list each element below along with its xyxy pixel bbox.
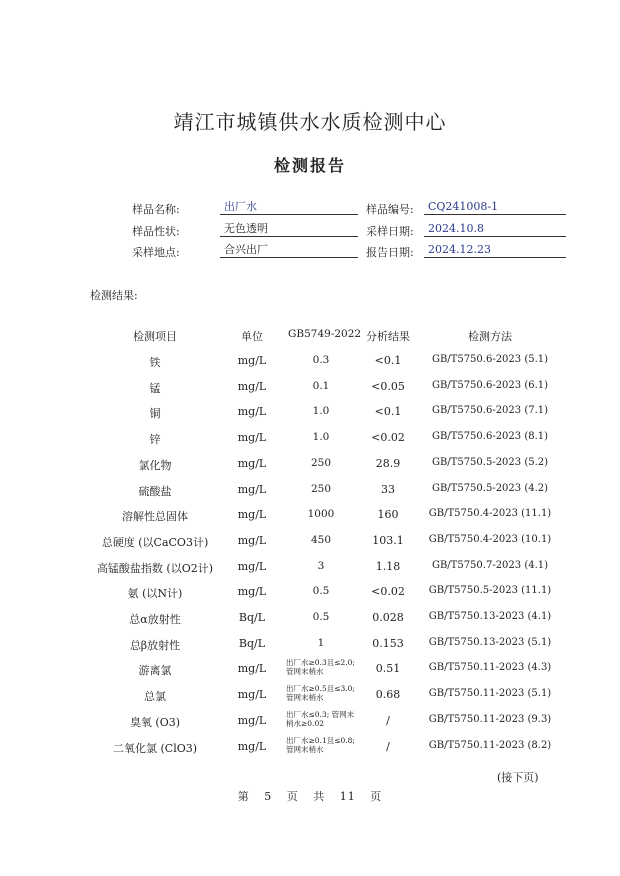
row-unit: mg/L bbox=[237, 662, 267, 675]
row-item: 臭氧 (O3) bbox=[129, 716, 181, 729]
row-item: 高锰酸盐指数 (以O2计) bbox=[96, 562, 214, 575]
sampling-location-value: 合兴出厂 bbox=[220, 243, 358, 258]
row-item: 铁 bbox=[149, 356, 161, 369]
row-item: 游离氯 bbox=[138, 664, 172, 677]
row-result: 160 bbox=[377, 508, 399, 521]
row-item: 铜 bbox=[149, 407, 161, 420]
organization-title: 靖江市城镇供水水质检测中心 bbox=[173, 110, 447, 134]
row-method: GB/T5750.4-2023 (11.1) bbox=[428, 508, 552, 519]
row-method: GB/T5750.13-2023 (4.1) bbox=[428, 611, 552, 622]
row-standard: 1.0 bbox=[312, 431, 330, 443]
total-number: 11 bbox=[339, 790, 356, 803]
header-standard: GB5749-2022 bbox=[288, 328, 362, 340]
row-result: 0.028 bbox=[372, 611, 404, 624]
row-standard: 1.0 bbox=[312, 405, 330, 417]
row-standard: 0.1 bbox=[312, 380, 330, 392]
row-method: GB/T5750.6-2023 (7.1) bbox=[431, 405, 549, 416]
row-method: GB/T5750.11-2023 (9.3) bbox=[428, 714, 552, 725]
row-standard: 250 bbox=[310, 457, 332, 469]
report-date-value: 2024.12.23 bbox=[424, 243, 566, 258]
row-standard: 出厂水≥0.1且≤0.8; 管网末梢水 bbox=[286, 736, 355, 754]
row-method: GB/T5750.11-2023 (8.2) bbox=[428, 740, 552, 751]
row-result: 103.1 bbox=[372, 534, 404, 547]
row-unit: mg/L bbox=[237, 740, 267, 753]
row-standard: 250 bbox=[310, 483, 332, 495]
sampling-date-value: 2024.10.8 bbox=[424, 222, 566, 237]
row-item: 锰 bbox=[149, 382, 161, 395]
row-method: GB/T5750.6-2023 (8.1) bbox=[431, 431, 549, 442]
row-method: GB/T5750.4-2023 (10.1) bbox=[428, 534, 552, 545]
row-item: 总硬度 (以CaCO3计) bbox=[101, 536, 209, 549]
row-standard: 0.5 bbox=[312, 585, 330, 597]
row-item: 锌 bbox=[149, 433, 161, 446]
row-unit: mg/L bbox=[237, 457, 267, 470]
row-unit: mg/L bbox=[237, 560, 267, 573]
sample-code-value: CQ241008-1 bbox=[424, 200, 566, 215]
row-unit: Bq/L bbox=[238, 611, 266, 624]
row-item: 二氧化氯 (ClO3) bbox=[112, 742, 198, 755]
sampling-location-label: 采样地点: bbox=[132, 246, 180, 259]
sample-name-value: 出厂水 bbox=[220, 200, 358, 215]
row-result: 0.153 bbox=[372, 637, 404, 650]
row-standard: 1 bbox=[317, 637, 325, 649]
sampling-date-label: 采样日期: bbox=[366, 225, 414, 238]
page-number: 5 bbox=[264, 790, 273, 803]
row-result: <0.02 bbox=[371, 585, 405, 598]
row-unit: mg/L bbox=[237, 585, 267, 598]
sample-property-value: 无色透明 bbox=[220, 222, 358, 237]
report-date-label: 报告日期: bbox=[366, 246, 414, 259]
sample-property-label: 样品性状: bbox=[132, 225, 180, 238]
page-word: 第 bbox=[237, 790, 250, 803]
row-unit: mg/L bbox=[237, 508, 267, 521]
row-result: 28.9 bbox=[375, 457, 401, 470]
row-standard: 出厂水≤0.3; 管网末梢水≥0.02 bbox=[286, 710, 355, 728]
row-result: / bbox=[386, 714, 390, 727]
row-method: GB/T5750.5-2023 (5.2) bbox=[431, 457, 549, 468]
header-method: 检测方法 bbox=[468, 330, 512, 343]
row-unit: mg/L bbox=[237, 431, 267, 444]
row-item: 总α放射性 bbox=[129, 613, 181, 626]
row-method: GB/T5750.11-2023 (5.1) bbox=[428, 688, 552, 699]
total-word: 共 bbox=[313, 790, 326, 803]
page-footer bbox=[0, 788, 620, 804]
row-item: 氯化物 bbox=[138, 459, 172, 472]
row-method: GB/T5750.7-2023 (4.1) bbox=[431, 560, 549, 571]
row-result: <0.1 bbox=[374, 354, 402, 367]
row-unit: mg/L bbox=[237, 714, 267, 727]
results-intro: 检测结果: bbox=[90, 289, 138, 302]
row-result: 33 bbox=[381, 483, 395, 496]
total-unit: 页 bbox=[370, 790, 383, 803]
row-result: <0.1 bbox=[374, 405, 402, 418]
row-unit: mg/L bbox=[237, 354, 267, 367]
header-item: 检测项目 bbox=[133, 330, 177, 343]
row-result: 0.68 bbox=[375, 688, 401, 701]
sample-name-label: 样品名称: bbox=[132, 203, 180, 216]
row-standard: 0.5 bbox=[312, 611, 330, 623]
row-unit: mg/L bbox=[237, 483, 267, 496]
row-unit: mg/L bbox=[237, 405, 267, 418]
row-standard: 450 bbox=[310, 534, 332, 546]
row-method: GB/T5750.11-2023 (4.3) bbox=[428, 662, 552, 673]
row-unit: mg/L bbox=[237, 534, 267, 547]
row-result: 1.18 bbox=[375, 560, 401, 573]
row-result: 0.51 bbox=[375, 662, 401, 675]
row-unit: mg/L bbox=[237, 380, 267, 393]
row-method: GB/T5750.5-2023 (4.2) bbox=[431, 483, 549, 494]
row-unit: Bq/L bbox=[238, 637, 266, 650]
row-item: 溶解性总固体 bbox=[122, 510, 188, 523]
row-unit: mg/L bbox=[237, 688, 267, 701]
header-unit: 单位 bbox=[241, 330, 263, 343]
row-result: / bbox=[386, 740, 390, 753]
row-standard: 出厂水≥0.5且≤3.0; 管网末梢水 bbox=[286, 684, 355, 702]
row-method: GB/T5750.13-2023 (5.1) bbox=[428, 637, 552, 648]
header-result: 分析结果 bbox=[366, 330, 410, 343]
row-method: GB/T5750.5-2023 (11.1) bbox=[428, 585, 552, 596]
row-result: <0.05 bbox=[371, 380, 405, 393]
report-title: 检测报告 bbox=[273, 156, 346, 175]
row-standard: 出厂水≥0.3且≤2.0; 管网末梢水 bbox=[286, 658, 355, 676]
sample-code-label: 样品编号: bbox=[366, 203, 414, 216]
continued-note: (接下页) bbox=[497, 771, 539, 784]
page-unit: 页 bbox=[286, 790, 299, 803]
row-method: GB/T5750.6-2023 (6.1) bbox=[431, 380, 549, 391]
row-item: 硫酸盐 bbox=[138, 485, 172, 498]
row-item: 氨 (以N计) bbox=[127, 587, 183, 600]
row-method: GB/T5750.6-2023 (5.1) bbox=[431, 354, 549, 365]
row-standard: 0.3 bbox=[312, 354, 330, 366]
row-item: 总β放射性 bbox=[129, 639, 181, 652]
row-standard: 1000 bbox=[307, 508, 335, 520]
row-standard: 3 bbox=[317, 560, 325, 572]
row-item: 总氯 bbox=[144, 690, 166, 703]
row-result: <0.02 bbox=[371, 431, 405, 444]
